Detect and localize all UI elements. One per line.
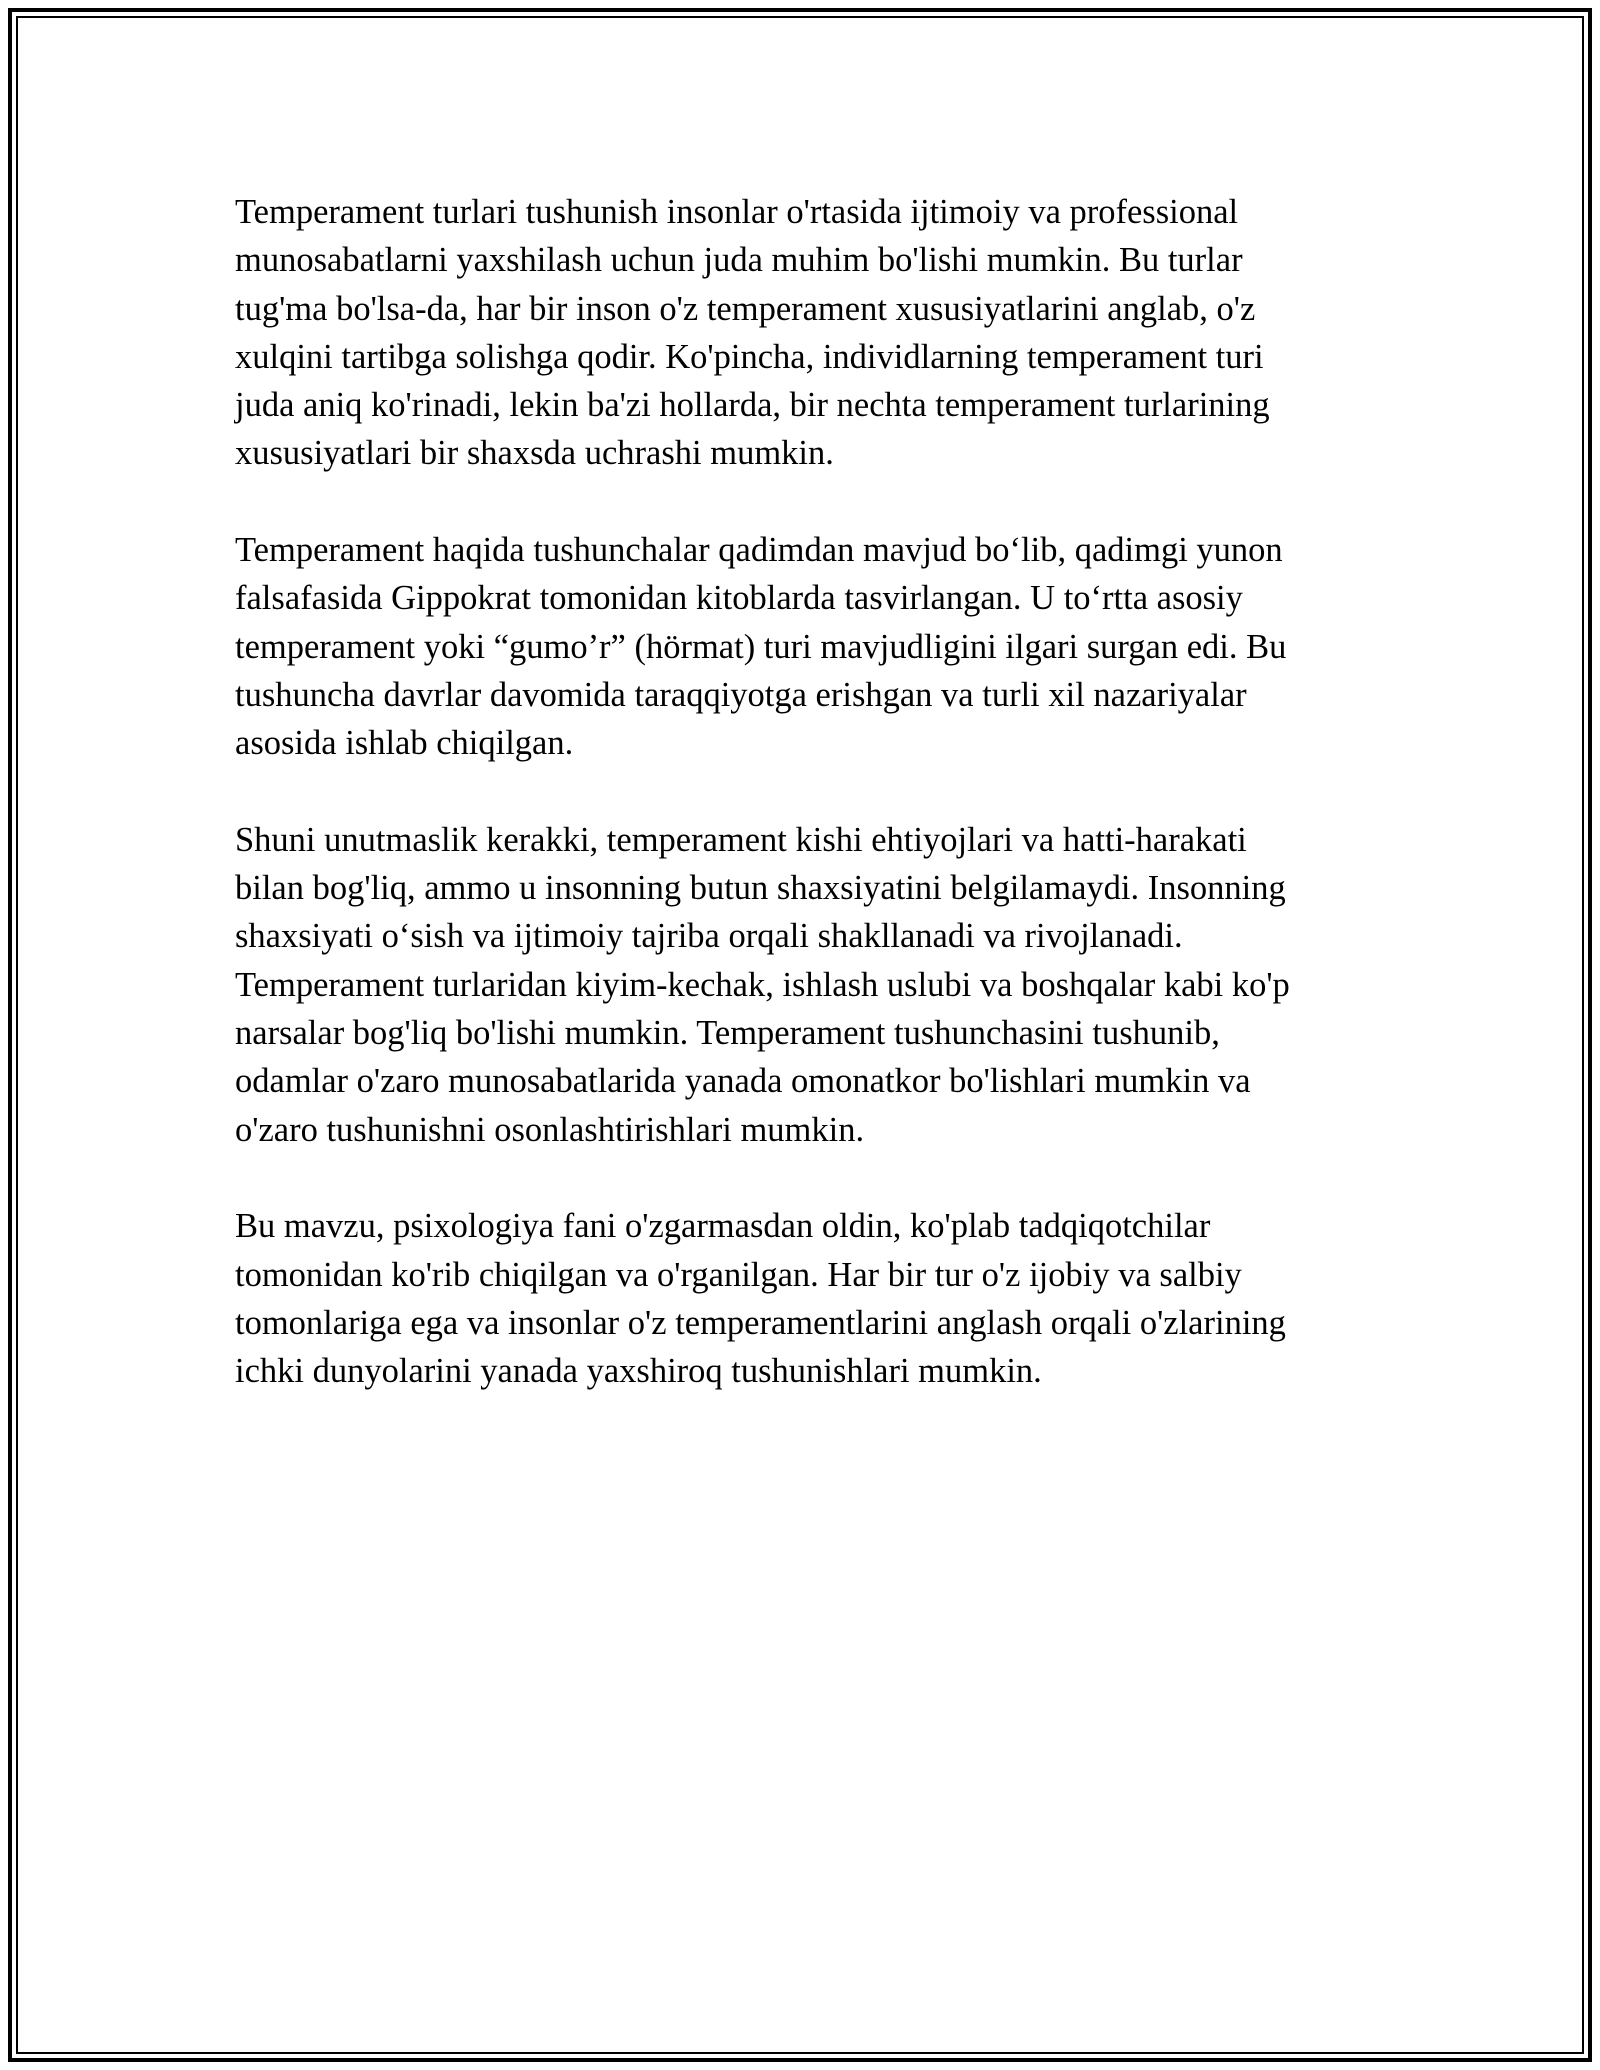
document-body [235,188,1375,1444]
paragraph-4: Bu mavzu, psixologiya fani o'zgarmasdan oldin, ko'plab tadqiqotchilar tomonidan ko'rib chiqilgan va o'rganilgan. Har bir tur o'z ijobiy va salbiy tomonlariga ega va insonlar o'z temperamentlarini anglash orqali o'zlarining ichki dunyolarini yanada yaxshiroq tushunishlari mumkin. [235,1207,1286,1391]
paragraph-3: Shuni unutmaslik kerakki, temperament kishi ehtiyojlari va hatti-harakati bilan bog'liq, ammo u insonning butun shaxsiyatini belgilamaydi. Insonning shaxsiyati o‘sish va ijtimoiy tajriba orqali shakllanadi va rivojlanadi. Temperament turlaridan kiyim-kechak, ishlash uslubi va boshqalar kabi ko'p narsalar bog'liq bo'lishi mumkin. Temperament tushunchasini tushunib, odamlar o'zaro munosabatlarida yanada omonatkor bo'lishlari mumkin va o'zaro tushunishni osonlashtirishlari mumkin. [235,820,1290,1149]
paragraph-2: Temperament haqida tushunchalar qadimdan mavjud bo‘lib, qadimgi yunon falsafasida Gippokrat tomonidan kitoblarda tasvirlangan. U to‘rtta asosiy temperament yoki “gumo’r” (hörmat) turi mavjudligini ilgari surgan edi. Bu tushuncha davrlar davomida taraqqiyotga erishgan va turli xil nazariyalar asosida ishlab chiqilgan. [235,531,1287,763]
paragraph-1: Temperament turlari tushunish insonlar o'rtasida ijtimoiy va professional munosabatlarni yaxshilash uchun juda muhim bo'lishi mumkin. Bu turlar tug'ma bo'lsa-da, har bir inson o'z temperament xususiyatlarini anglab, o'z xulqini tartibga solishga qodir. Ko'pincha, individlarning temperament turi juda aniq ko'rinadi, lekin ba'zi hollarda, bir nechta temperament turlarining xususiyatlari bir shaxsda uchrashi mumkin. [235,193,1270,473]
